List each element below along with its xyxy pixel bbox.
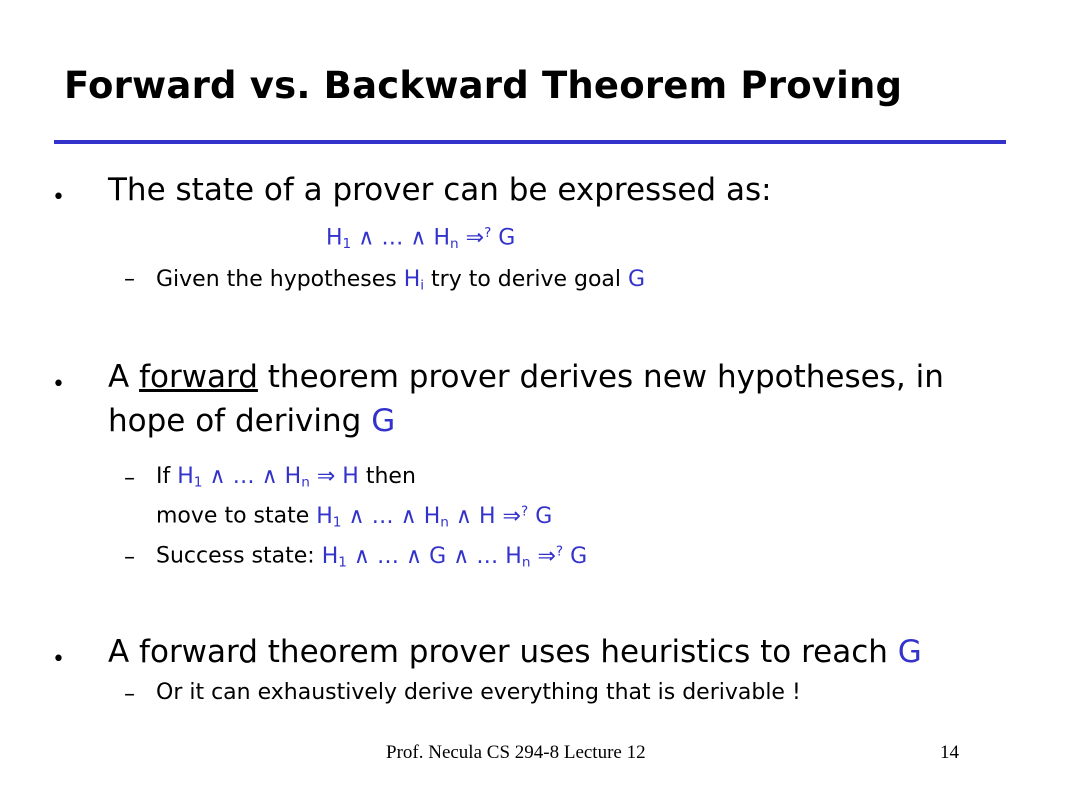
bullet-marker: •: [52, 372, 65, 397]
underlined-word-forward: forward: [139, 359, 258, 395]
bullet-2-sub-1-line-2: move to state $H_1$ ∧ … ∧ $H_n$ ∧ H ⇒? G: [156, 503, 553, 530]
slide-title: Forward vs. Backward Theorem Proving: [64, 64, 903, 107]
bullet-3-text: A forward theorem prover uses heuristics to reach G: [108, 634, 922, 670]
sub-bullet-marker: –: [124, 267, 135, 292]
bullet-2-line-2: hope of deriving G: [108, 403, 396, 439]
bullet-2-sub-2: Success state: $H_1$ ∧ … ∧ G ∧ … $H_n$ ⇒? G: [156, 543, 588, 570]
bullet-3-sub-1: Or it can exhaustively derive everything that is derivable !: [156, 680, 801, 705]
bullet-2-sub-1-line-1: If $H_1$ ∧ … ∧ $H_n$ ⇒ H then: [156, 464, 416, 491]
bullet-1-sub-1: Given the hypotheses $H_i$ try to derive goal G: [156, 267, 646, 294]
sub-bullet-marker: –: [124, 545, 135, 570]
title-underline-rule: [54, 140, 1006, 144]
bullet-marker: •: [52, 185, 65, 210]
sub-bullet-marker: –: [124, 466, 135, 491]
bullet-1-text: The state of a prover can be expressed as:: [108, 172, 772, 208]
footer-page-number: 14: [940, 742, 959, 763]
bullet-1-formula: $H_1$ ∧ … ∧ $H_n$ ⇒? G: [326, 225, 516, 252]
bullet-marker: •: [52, 647, 65, 672]
bullet-2-line-1: A forward theorem prover derives new hypotheses, in: [108, 359, 944, 395]
sub-bullet-marker: –: [124, 682, 135, 707]
footer-course-info: Prof. Necula CS 294-8 Lecture 12: [386, 742, 646, 763]
